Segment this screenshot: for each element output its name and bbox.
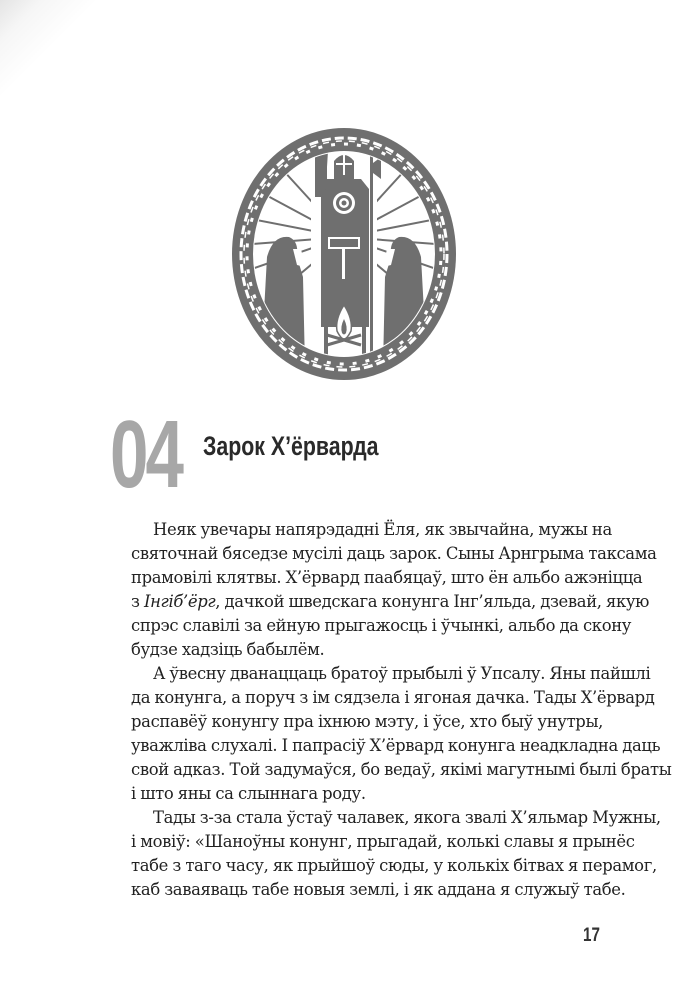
text-line xyxy=(109,590,650,614)
text-line: распавёў конунгу пра іхнюю мэту, і ўсе, хто быў унутры, xyxy=(131,712,603,731)
emblem-svg xyxy=(231,127,457,381)
italic-name: Інгіб’ёрг xyxy=(143,592,216,611)
body-text xyxy=(109,518,672,902)
text-span: з xyxy=(131,592,144,611)
chapter-illustration xyxy=(231,127,457,381)
text-line: прамовілі клятвы. Х’ёрвард паабяцаў, што ён альбо ажэніцца xyxy=(131,568,643,587)
text-line: будзе хадзіць бабылём. xyxy=(131,640,325,659)
text-line: свой адказ. Той задумаўся, бо ведаў, якімі магутнымі былі браты xyxy=(131,760,672,779)
chapter-title: Зарок Х’ёрварда xyxy=(203,431,379,461)
text-line: табе з таго часу, як прыйшоў сюды, у колькіх бітвах я перамог, xyxy=(131,856,657,875)
text-line: спрэс славілі за ейную прыгажосць і ўчынкі, альбо да скону xyxy=(131,616,632,635)
page-number: 17 xyxy=(583,925,600,946)
text-line: уважліва слухалі. І папрасіў Х’ёрвард конунга неадкладна даць xyxy=(131,736,661,755)
text-line: святочнай бяседзе мусілі даць зарок. Сыны Арнгрыма таксама xyxy=(131,544,657,563)
text-line: каб заваяваць табе новыя землі, і як аддана я служыў табе. xyxy=(131,880,626,899)
paragraph xyxy=(109,518,657,662)
chapter-number: 04 xyxy=(110,401,182,508)
text-line: і мовіў: «Шаноўны конунг, прыгадай, колькі славы я прынёс xyxy=(131,832,635,851)
text-line: да конунга, а поруч з ім сядзела і ягоная дачка. Тады Х’ёрвард xyxy=(131,688,655,707)
text-line: Неяк увечары напярэдадні Ёля, як звычайна, мужы на xyxy=(153,520,612,539)
text-line: і што яны са слыннага роду. xyxy=(131,784,366,803)
text-span: , дачкой шведскага конунга Інг’яльда, дзевай, якую xyxy=(215,592,650,611)
text-line: Тады з-за стала ўстаў чалавек, якога звалі Х’яльмар Мужны, xyxy=(153,808,661,827)
paragraph xyxy=(109,806,661,902)
text-line: А ўвесну дванаццаць братоў прыбылі ў Упсалу. Яны пайшлі xyxy=(153,664,651,683)
paragraph xyxy=(109,662,672,806)
